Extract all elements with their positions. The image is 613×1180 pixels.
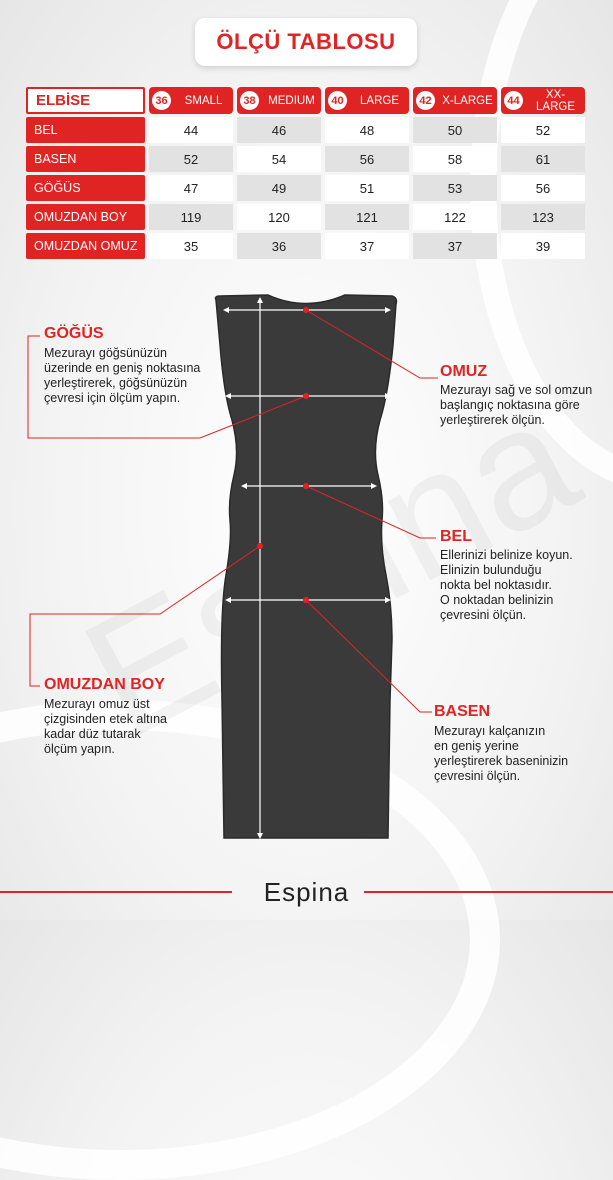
table-cell: 50 [413,117,497,143]
size-name: LARGE [360,94,399,107]
size-name: MEDIUM [268,94,315,107]
omuzdan-boy-text [44,697,167,757]
table-cell: 122 [413,204,497,230]
bel-line: O noktadan belinizin [440,593,554,607]
table-cell: 35 [149,233,233,259]
omuzdan-boy-line: kadar düz tutarak [44,727,141,741]
table-cell: 51 [325,175,409,201]
table-cell: 61 [501,146,585,172]
page-title: ÖLÇÜ TABLOSU [216,29,396,54]
table-cell: 47 [149,175,233,201]
footer-line-right [364,891,613,893]
omuzdan-boy-title: OMUZDAN BOY [44,676,165,693]
row-label: OMUZDAN OMUZ [26,233,145,259]
row-label: BEL [26,117,145,143]
bel-line: nokta bel noktasıdır. [440,578,552,592]
size-name: SMALL [184,94,223,107]
bel-line: Elinizin bulunduğu [440,563,542,577]
shoulder-point [303,307,309,313]
bel-line: Ellerinizi belinize koyun. [440,548,573,562]
table-cell: 37 [325,233,409,259]
table-cell: 119 [149,204,233,230]
bel-text [440,548,573,623]
size-name: XX-LARGE [536,88,575,113]
basen-line: yerleştirerek baseninizin [434,754,569,768]
table-cell: 48 [325,117,409,143]
chest-point [303,393,309,399]
table-cell: 120 [237,204,321,230]
omuzdan-boy-line: çizgisinden etek altına [44,712,167,726]
basen-line: çevresini ölçün. [434,769,521,783]
table-cell: 52 [149,146,233,172]
omuz-line: Mezurayı sağ ve sol omzun [440,383,593,397]
basen-text [434,724,568,784]
omuzdan-boy-line: ölçüm yapın. [44,742,115,756]
waist-point [303,483,309,489]
omuzdan-boy-line: Mezurayı omuz üst [44,697,150,711]
basen-line: Mezurayı kalçanızın [434,724,546,738]
gogus-line: çevresi için ölçüm yapın. [44,391,181,405]
table-cell: 37 [413,233,497,259]
table-cell: 121 [325,204,409,230]
basen-line: en geniş yerine [434,739,519,753]
hip-point [303,597,309,603]
omuz-text [440,383,592,428]
size-number-badge: 38 [240,91,259,110]
size-number-badge: 44 [504,91,523,110]
table-cell: 56 [501,175,585,201]
table-cell: 123 [501,204,585,230]
table-cell: 58 [413,146,497,172]
table-cell: 39 [501,233,585,259]
table-cell: 53 [413,175,497,201]
omuz-line: başlangıç noktasına göre [440,398,580,412]
length-point [257,543,263,549]
basen-title: BASEN [434,703,491,720]
row-label: OMUZDAN BOY [26,204,145,230]
size-name: X-LARGE [442,94,493,107]
size-number-badge: 42 [416,91,435,110]
table-cell: 46 [237,117,321,143]
bel-line: çevresini ölçün. [440,608,527,622]
footer [0,872,613,912]
dress-silhouette [216,295,397,838]
table-corner-label: ELBİSE [26,87,145,114]
brand-logo-text: Espina [263,877,350,907]
gogus-line: Mezurayı göğsünüzün [44,346,167,360]
omuz-line: yerleştirerek ölçün. [440,413,545,427]
table-cell: 44 [149,117,233,143]
size-number-badge: 40 [328,91,347,110]
gogus-text [44,346,200,406]
row-label: BASEN [26,146,145,172]
table-cell: 56 [325,146,409,172]
table-cell: 36 [237,233,321,259]
table-cell: 49 [237,175,321,201]
row-label: GÖĞÜS [26,175,145,201]
table-cell: 54 [237,146,321,172]
gogus-title: GÖĞÜS [44,325,104,342]
bel-title: BEL [440,528,472,545]
gogus-line: yerleştirerek, göğsünüzün [44,376,188,390]
gogus-line: üzerinde en geniş noktasına [44,361,201,375]
table-cell: 52 [501,117,585,143]
omuz-title: OMUZ [440,363,488,380]
size-number-badge: 36 [152,91,171,110]
